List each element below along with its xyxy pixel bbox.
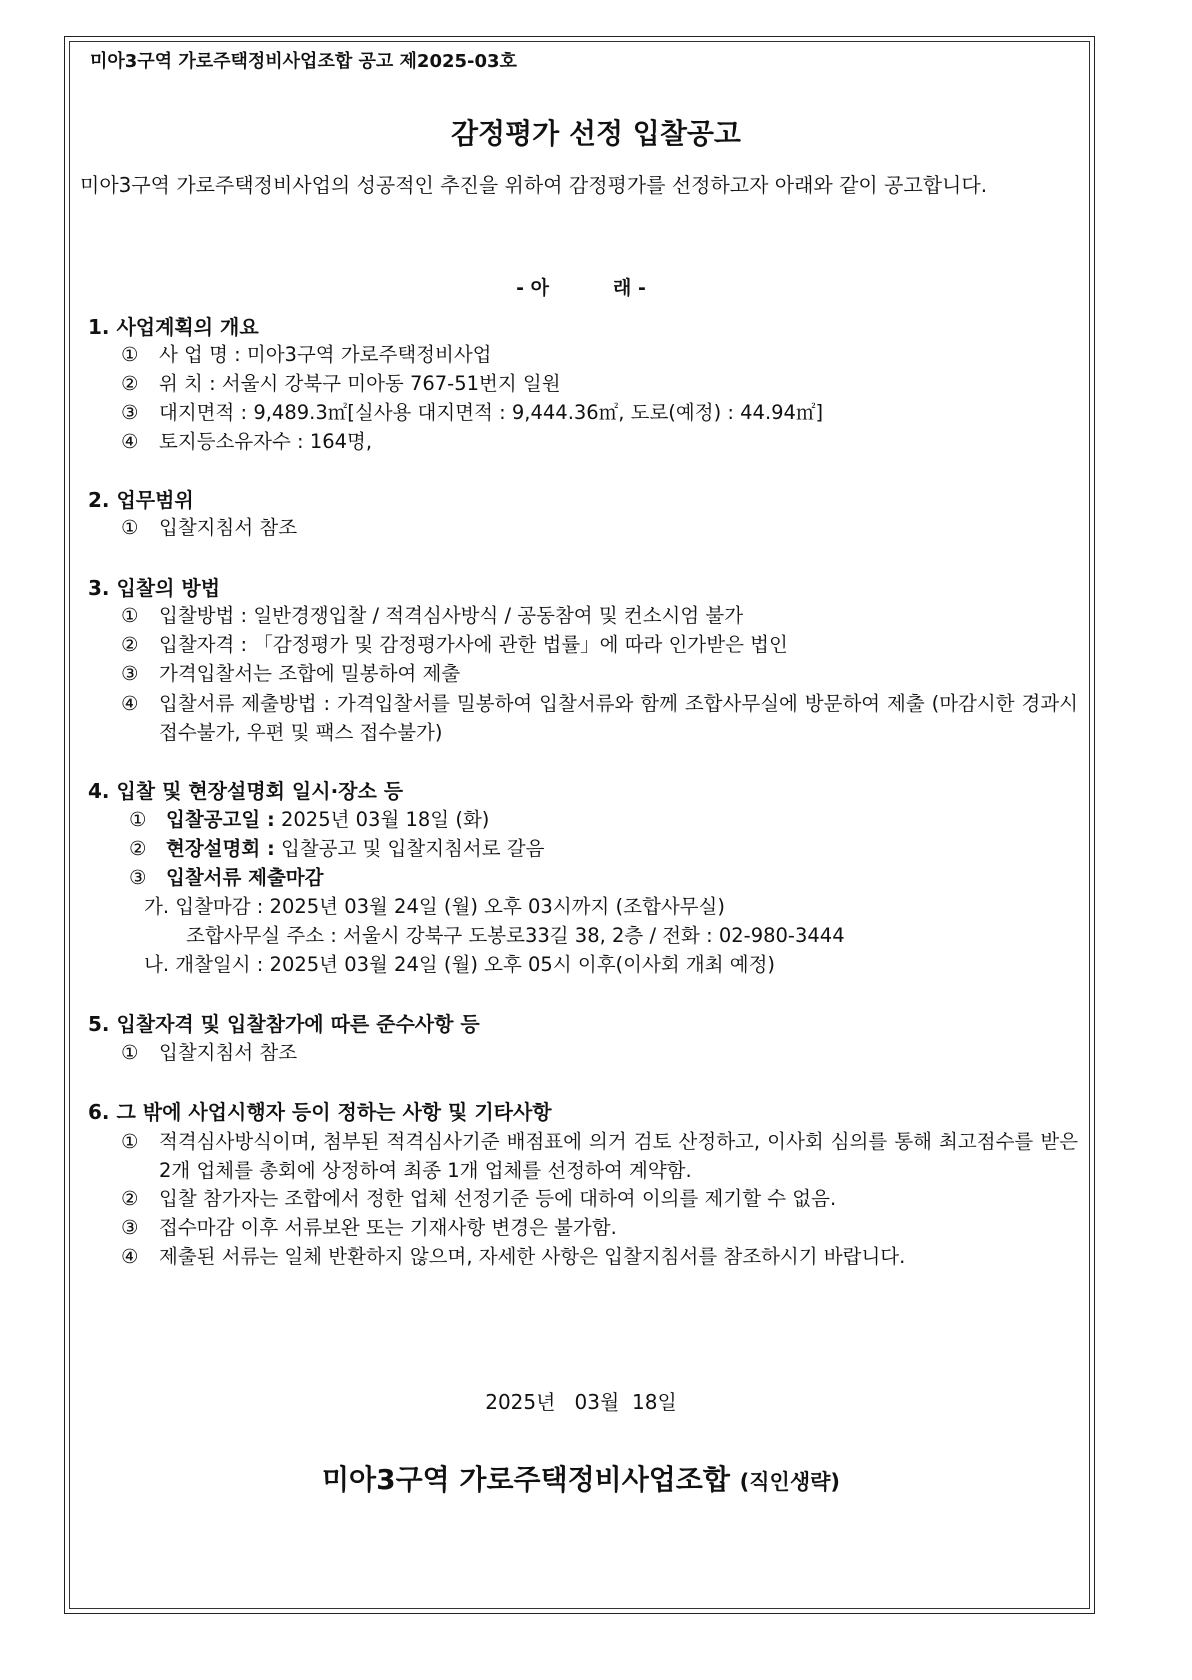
intro-paragraph: 미아3구역 가로주택정비사업의 성공적인 추진을 위하여 감정평가를 선정하고자 아래와 같이 공고합니다. — [80, 173, 988, 197]
sub-item-address: 조합사무실 주소 : 서울시 강북구 도봉로33길 38, 2층 / 전화 : 02-980-3444 — [186, 924, 845, 947]
item-value: 입찰공고 및 입찰지침서로 갈음 — [274, 837, 545, 860]
list-item-number: ② — [121, 633, 139, 656]
list-item-number: ③ — [129, 866, 147, 889]
announcement-date: 2025년 03월 18일 — [485, 1390, 677, 1414]
list-item-number: ② — [129, 837, 147, 860]
list-item-wrapped — [121, 689, 1078, 747]
list-item-number: ① — [121, 1130, 139, 1153]
list-item-text: 접수마감 이후 서류보완 또는 기재사항 변경은 불가함. — [159, 1216, 617, 1239]
list-item-text: 가격입찰서는 조합에 밀봉하여 제출 — [159, 662, 461, 685]
union-signature — [0, 1460, 1162, 1502]
list-item-wrapped — [121, 1127, 1078, 1185]
union-name: 미아3구역 가로주택정비사업조합 — [322, 1463, 730, 1496]
list-item-text: 적격심사방식이며, 첨부된 적격심사기준 배점표에 의거 검토 산정하고, 이사회 심의를 통해 최고점수를 받은 2개 업체를 총회에 상정하여 최종 1개 업체를 선정하여 계약함. — [159, 1130, 1078, 1182]
list-item-text: 입찰서류 제출방법 : 가격입찰서를 밀봉하여 입찰서류와 함께 조합사무실에 방문하여 제출 (마감시한 경과시 접수불가, 우편 및 팩스 접수불가) — [159, 692, 1078, 744]
list-item-text: 입찰지침서 참조 — [159, 516, 298, 539]
list-item-text: 입찰방법 : 일반경쟁입찰 / 적격심사방식 / 공동참여 및 컨소시엄 불가 — [159, 604, 744, 627]
notice-number: 미아3구역 가로주택정비사업조합 공고 제2025-03호 — [90, 51, 517, 72]
item-value: 2025년 03월 18일 (화) — [274, 808, 490, 831]
list-item-number: ② — [121, 372, 139, 395]
document-title: 감정평가 선정 입찰공고 — [451, 117, 741, 150]
list-item-number: ④ — [121, 430, 139, 453]
list-item-number: ③ — [121, 1216, 139, 1239]
list-item-text: 입찰 참가자는 조합에서 정한 업체 선정기준 등에 대하여 이의를 제기할 수 없음. — [159, 1187, 837, 1210]
list-item-text: 입찰서류 제출마감 — [166, 866, 324, 889]
list-item-number: ① — [121, 1041, 139, 1064]
list-item-number: ② — [121, 1187, 139, 1210]
sub-item: 가. 입찰마감 : 2025년 03월 24일 (월) 오후 03시까지 (조합사무실) — [144, 895, 725, 918]
list-item-text — [166, 806, 489, 834]
list-item-text — [166, 835, 544, 863]
list-item-text: 대지면적 : 9,489.3㎡[실사용 대지면적 : 9,444.36㎡, 도로(예정) : 44.94㎡] — [159, 401, 824, 424]
section-heading: 5. 입찰자격 및 입찰참가에 따른 준수사항 등 — [88, 1012, 480, 1036]
item-label: 입찰공고일 : — [166, 808, 275, 831]
list-item-number: ① — [121, 604, 139, 627]
sub-item: 나. 개찰일시 : 2025년 03월 24일 (월) 오후 05시 이후(이사회 개최 예정) — [144, 953, 776, 976]
list-item-text: 위 치 : 서울시 강북구 미아동 767-51번지 일원 — [159, 372, 561, 395]
list-item-number: ④ — [121, 692, 139, 715]
section-heading: 2. 업무범위 — [88, 488, 194, 512]
list-item-text: 토지등소유자수 : 164명, — [159, 430, 373, 453]
list-item-number: ① — [129, 808, 147, 831]
list-item-number: ③ — [121, 662, 139, 685]
list-item-text: 제출된 서류는 일체 반환하지 않으며, 자세한 사항은 입찰지침서를 참조하시기 바랍니다. — [159, 1245, 906, 1268]
below-marker: - 아 래 - — [516, 277, 646, 299]
section-heading: 1. 사업계획의 개요 — [88, 315, 259, 339]
list-item-text: 입찰지침서 참조 — [159, 1041, 298, 1064]
list-item-number: ③ — [121, 401, 139, 424]
section-heading: 3. 입찰의 방법 — [88, 576, 221, 600]
list-item-number: ① — [121, 343, 139, 366]
list-item-number: ④ — [121, 1245, 139, 1268]
section-heading: 4. 입찰 및 현장설명회 일시·장소 등 — [88, 779, 404, 803]
list-item-text: 입찰자격 : 「감정평가 및 감정평가사에 관한 법률」에 따라 인가받은 법인 — [159, 633, 788, 656]
seal-note: (직인생략) — [739, 1470, 840, 1494]
list-item-text: 사 업 명 : 미아3구역 가로주택정비사업 — [159, 343, 492, 366]
item-label: 현장설명회 : — [166, 837, 275, 860]
list-item-number: ① — [121, 516, 139, 539]
section-heading: 6. 그 밖에 사업시행자 등이 정하는 사항 및 기타사항 — [88, 1100, 552, 1124]
